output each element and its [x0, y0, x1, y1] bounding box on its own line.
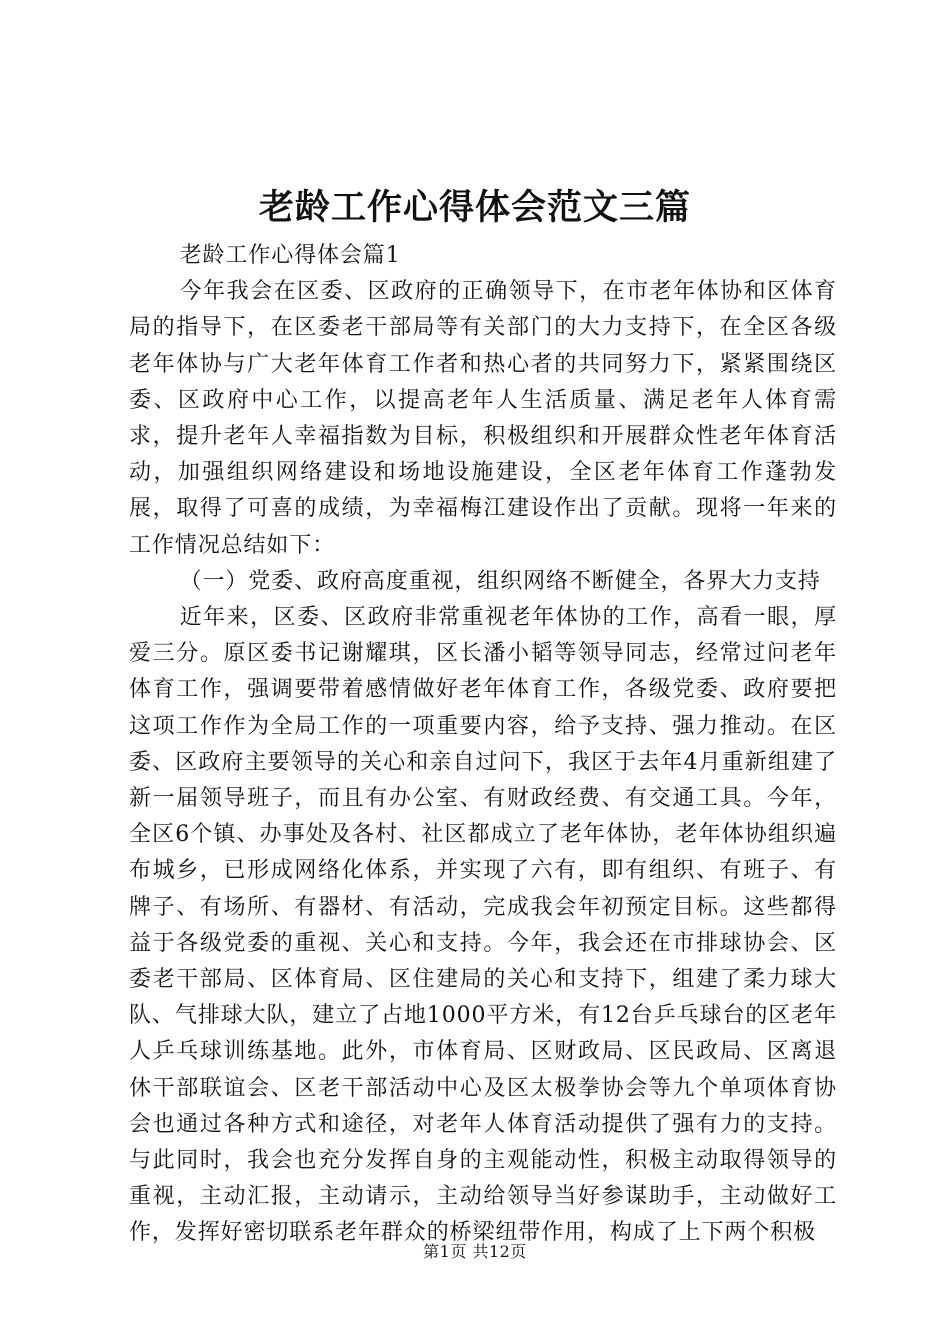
document-body — [129, 238, 837, 1252]
paragraph-intro: 今年我会在区委、区政府的正确领导下，在市老年体协和区体育局的指导下，在区委老干部局等有关部门的大力支持下，在全区各级老年体协与广大老年体育工作者和热心者的共同努力下，紧紧围绕区委、区政府中心工作，以提高老年人生活质量、满足老年人体育需求，提升老年人幸福指数为目标，积极组织和开展群众性老年体育活动，加强组织网络建设和场地设施建设，全区老年体育工作蓬勃发展，取得了可喜的成绩，为幸福梅江建设作出了贡献。现将一年来的工作情况总结如下： — [129, 279, 837, 558]
document-title: 老龄工作心得体会范文三篇 — [258, 188, 691, 228]
section-heading: 老龄工作心得体会篇1 — [179, 243, 401, 268]
page-number-footer: 第1页 共12页 — [423, 1242, 527, 1261]
paragraph-body: 近年来，区委、区政府非常重视老年体协的工作，高看一眼，厚爱三分。原区委书记谢耀琪，区长潘小韬等领导同志，经常过问老年体育工作，强调要带着感情做好老年体育工作，各级党委、政府要把这项工作作为全局工作的一项重要内容，给予支持、强力推动。在区委、区政府主要领导的关心和亲自过问下，我区于去年4月重新组建了新一届领导班子，而且有办公室、有财政经费、有交通工具。今年，全区6个镇、办事处及各村、社区都成立了老年体协，老年体协组织遍布城乡，已形成网络化体系，并实现了六有，即有组织、有班子、有牌子、有场所、有器材、有活动，完成我会年初预定目标。这些都得益于各级党委的重视、关心和支持。今年，我会还在市排球协会、区委老干部局、区体育局、区住建局的关心和支持下，组建了柔力球大队、气排球大队，建立了占地1000平方米，有12台乒乓球台的区老年人乒乓球训练基地。此外，市体育局、区财政局、区民政局、区离退休干部联谊会、区老干部活动中心及区太极拳协会等九个单项体育协会也通过各种方式和途径，对老年人体育活动提供了强有力的支持。与此同时，我会也充分发挥自身的主观能动性，积极主动取得领导的重视，主动汇报，主动请示，主动给领导当好参谋助手，主动做好工作，发挥好密切联系老年群众的桥梁纽带作用，构成了上下两个积极 — [129, 605, 837, 1246]
subsection-heading: （一）党委、政府高度重视，组织网络不断健全，各界大力支持 — [179, 568, 821, 594]
